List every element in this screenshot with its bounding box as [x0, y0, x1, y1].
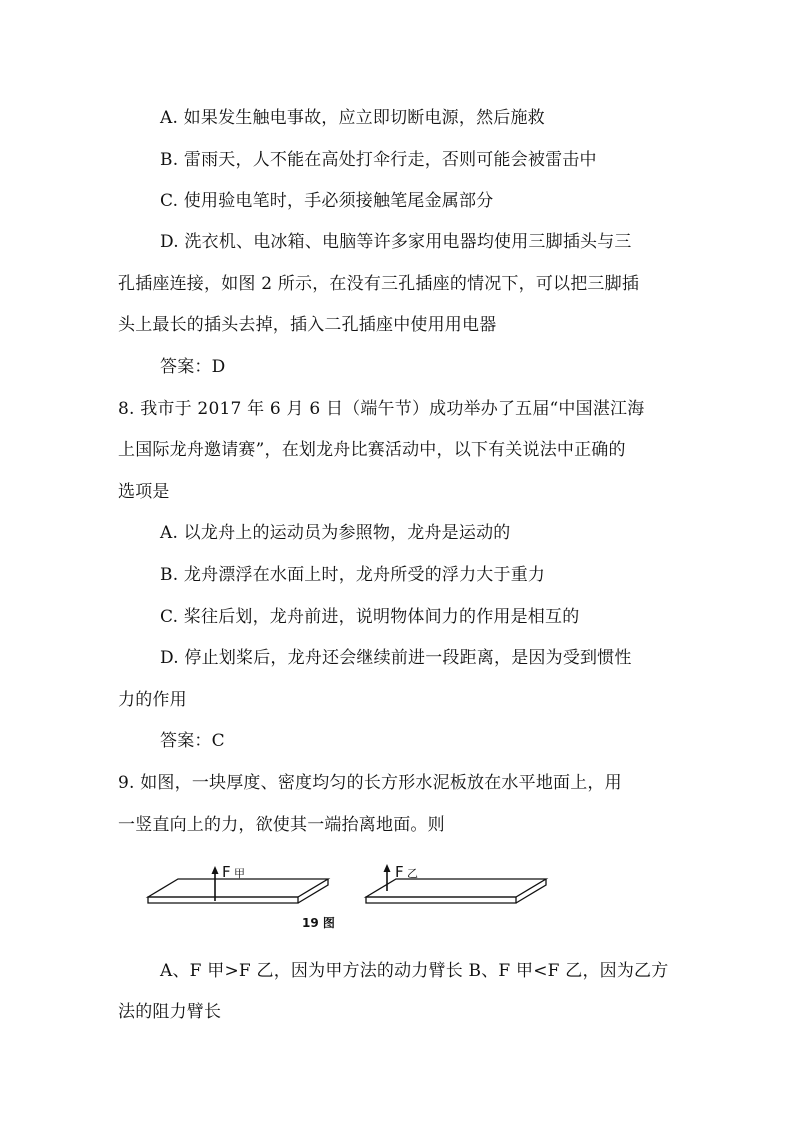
q7-option-a: A. 如果发生触电事故，应立即切断电源，然后施救 [160, 108, 545, 128]
slab-right-side-face [516, 879, 546, 903]
q8-stem-line2: 上国际龙舟邀请赛”，在划龙舟比赛活动中，以下有关说法中正确的 [118, 440, 626, 460]
slab-right-front-face [366, 897, 516, 903]
q9-figure [140, 855, 560, 935]
q8-option-c: C. 桨往后划，龙舟前进，说明物体间力的作用是相互的 [160, 607, 580, 627]
q8-option-b: B. 龙舟漂浮在水面上时，龙舟所受的浮力大于重力 [160, 565, 546, 585]
force-label-right-sub: 乙 [407, 867, 418, 880]
q8-option-d-line1: D. 停止划桨后，龙舟还会继续前进一段距离，是因为受到惯性 [160, 648, 632, 668]
q8-stem-line1: 8. 我市于 2017 年 6 月 6 日（端午节）成功举办了五届“中国湛江海 [118, 399, 645, 419]
force-arrow-right [384, 864, 391, 891]
slab-left [148, 879, 328, 903]
q7-answer: 答案：D [160, 357, 226, 377]
q7-option-b: B. 雷雨天，人不能在高处打伞行走，否则可能会被雷击中 [160, 150, 597, 170]
q7-option-c: C. 使用验电笔时，手必须接触笔尾金属部分 [160, 191, 494, 211]
q7-option-d-line2: 孔插座连接，如图 2 所示，在没有三孔插座的情况下，可以把三脚插 [118, 274, 640, 294]
figure-caption: 19 图 [302, 916, 335, 930]
force-label-left-sub: 甲 [234, 867, 245, 880]
slab-left-side-face [298, 879, 328, 903]
q9-stem-line2: 一竖直向上的力，欲使其一端抬离地面。则 [118, 815, 445, 835]
q9-stem-line1: 9. 如图，一块厚度、密度均匀的长方形水泥板放在水平地面上，用 [118, 773, 622, 793]
q9-options-ab-line2: 法的阻力臂长 [118, 1002, 222, 1022]
slab-right [366, 879, 546, 903]
slab-left-top-face [148, 879, 328, 897]
q8-option-a: A. 以龙舟上的运动员为参照物，龙舟是运动的 [160, 523, 511, 543]
slab-right-top-face [366, 879, 546, 897]
slab-left-front-face [148, 897, 298, 903]
force-label-right: F [395, 863, 404, 881]
q8-answer: 答案：C [160, 731, 225, 751]
force-arrow-left [212, 866, 219, 901]
q8-stem-line3: 选项是 [118, 482, 170, 502]
force-label-left: F [222, 863, 231, 881]
q7-option-d-line1: D. 洗衣机、电冰箱、电脑等许多家用电器均使用三脚插头与三 [160, 232, 632, 252]
q7-option-d-line3: 头上最长的插头去掉，插入二孔插座中使用用电器 [118, 315, 497, 335]
q9-options-ab-line1: A、F 甲>F 乙，因为甲方法的动力臂长 B、F 甲<F 乙，因为乙方 [160, 961, 669, 981]
q8-option-d-line2: 力的作用 [118, 690, 187, 710]
